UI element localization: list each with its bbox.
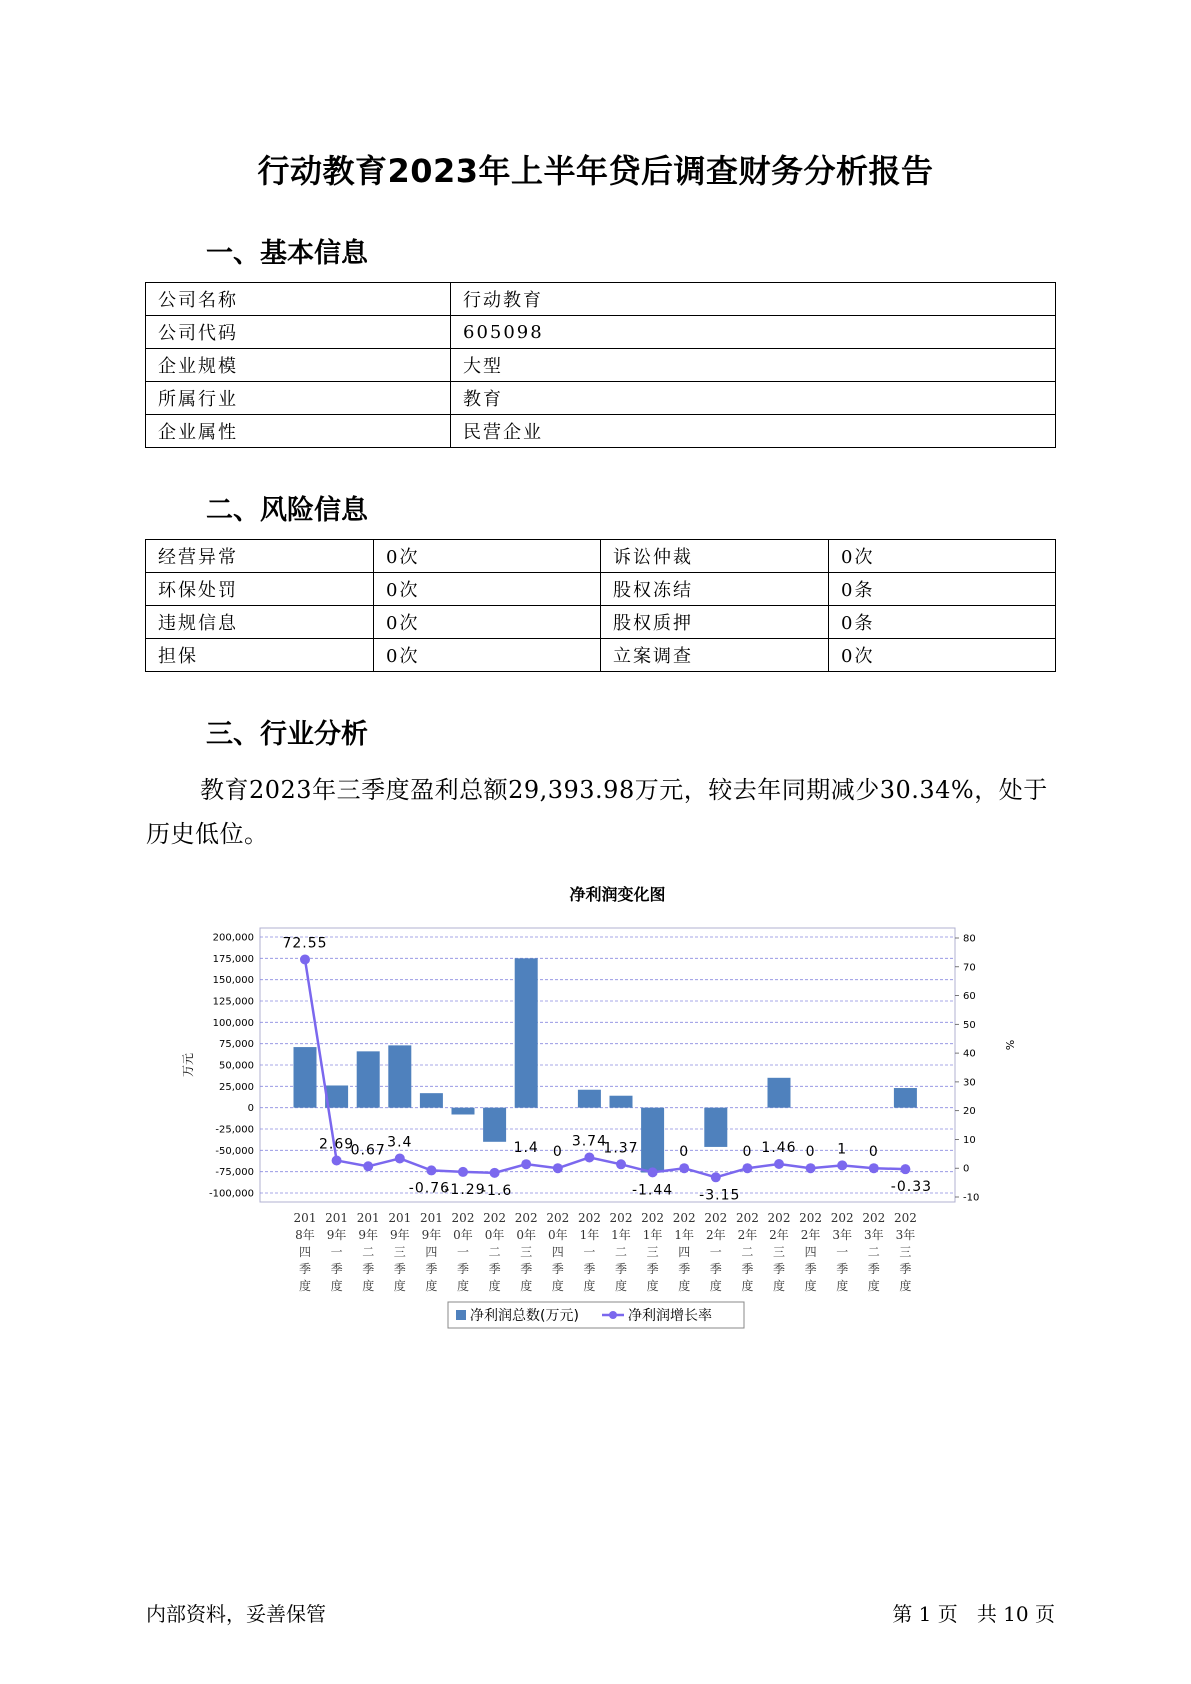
basic-info-value: 民营企业 xyxy=(451,415,1056,448)
net-profit-chart xyxy=(170,880,1050,1350)
section-risk-info-heading: 二、风险信息 xyxy=(206,495,368,526)
growth-rate-point xyxy=(900,1164,910,1174)
y2-axis-label: % xyxy=(1003,1039,1016,1051)
basic-info-row xyxy=(146,283,1056,316)
growth-rate-data-label: 0 xyxy=(552,1144,563,1161)
y2-tick-label: 20 xyxy=(963,1106,976,1118)
x-tick-label: 202 2年三季度 xyxy=(767,1211,791,1293)
chart-bar xyxy=(768,1078,791,1108)
growth-rate-data-label: -1.6 xyxy=(480,1182,513,1199)
industry-analysis-text: 教育2023年三季度盈利总额29,393.98万元，较去年同期减少30.34%，处于历史低位。 xyxy=(146,776,1048,848)
legend-bar-label: 净利润总数(万元) xyxy=(470,1308,579,1324)
growth-rate-data-label: 0.67 xyxy=(350,1142,386,1159)
y-tick-label: -100,000 xyxy=(209,1188,254,1200)
risk-info-row xyxy=(146,573,1056,606)
x-tick-label: 202 3年三季度 xyxy=(893,1211,917,1293)
y-axis-label: 万元 xyxy=(181,1052,195,1078)
x-tick-label: 202 3年一季度 xyxy=(830,1211,854,1293)
risk-info-row xyxy=(146,606,1056,639)
footer-confidential: 内部资料，妥善保管 xyxy=(146,1602,326,1626)
growth-rate-data-label: -1.44 xyxy=(631,1182,674,1199)
x-tick-label: 202 1年二季度 xyxy=(609,1211,633,1293)
growth-rate-point xyxy=(332,1155,342,1165)
chart-bar xyxy=(420,1093,443,1108)
y-tick-label: 50,000 xyxy=(219,1060,254,1072)
risk-info-value: 0次 xyxy=(829,540,1056,573)
y2-tick-label: 30 xyxy=(963,1077,976,1089)
x-tick-label: 202 3年二季度 xyxy=(862,1211,886,1293)
y-tick-label: -75,000 xyxy=(215,1167,254,1179)
y-tick-label: 75,000 xyxy=(219,1039,254,1051)
x-tick-label: 202 1年三季度 xyxy=(641,1211,665,1293)
growth-rate-point xyxy=(774,1159,784,1169)
growth-rate-data-label: 1.4 xyxy=(513,1140,539,1157)
growth-rate-point xyxy=(869,1163,879,1173)
risk-info-value: 0次 xyxy=(374,606,601,639)
y2-tick-label: 80 xyxy=(963,933,976,945)
growth-rate-point xyxy=(490,1168,500,1178)
x-tick-label: 202 1年一季度 xyxy=(577,1211,601,1293)
growth-rate-point xyxy=(711,1172,721,1182)
basic-info-value: 行动教育 xyxy=(451,283,1056,316)
risk-info-label: 担保 xyxy=(146,639,374,672)
growth-rate-point xyxy=(648,1167,658,1177)
risk-info-label: 股权质押 xyxy=(601,606,829,639)
risk-info-value: 0次 xyxy=(374,639,601,672)
x-tick-label: 202 0年二季度 xyxy=(483,1211,507,1293)
risk-info-value: 0次 xyxy=(374,540,601,573)
chart-bar xyxy=(641,1108,664,1173)
section-industry-analysis-heading: 三、行业分析 xyxy=(206,719,368,750)
growth-rate-data-label: 0 xyxy=(805,1144,816,1161)
y-tick-label: 200,000 xyxy=(212,932,254,944)
growth-rate-point xyxy=(806,1163,816,1173)
risk-info-row xyxy=(146,540,1056,573)
y2-tick-label: 70 xyxy=(963,962,976,974)
growth-rate-data-label: -0.33 xyxy=(890,1179,933,1196)
chart-bar xyxy=(294,1047,317,1108)
growth-rate-data-label: 72.55 xyxy=(282,935,328,952)
x-tick-label: 202 2年四季度 xyxy=(799,1211,823,1293)
y-tick-label: 150,000 xyxy=(212,975,254,987)
growth-rate-data-label: 2.69 xyxy=(319,1136,355,1153)
x-tick-label: 202 2年二季度 xyxy=(735,1211,759,1293)
basic-info-row xyxy=(146,316,1056,349)
growth-rate-point xyxy=(458,1167,468,1177)
basic-info-row xyxy=(146,382,1056,415)
risk-info-value: 0条 xyxy=(829,606,1056,639)
y-tick-label: 25,000 xyxy=(219,1081,254,1093)
growth-rate-data-label: -3.15 xyxy=(699,1187,741,1204)
y-tick-label: 0 xyxy=(247,1103,254,1115)
y-tick-label: 175,000 xyxy=(212,953,254,965)
risk-info-label: 股权冻结 xyxy=(601,573,829,606)
risk-info-label: 违规信息 xyxy=(146,606,374,639)
x-tick-label: 201 9年三季度 xyxy=(388,1211,412,1293)
x-tick-label: 202 1年四季度 xyxy=(672,1211,696,1293)
report-title: 行动教育2023年上半年贷后调查财务分析报告 xyxy=(257,152,934,190)
section-basic-info-heading: 一、基本信息 xyxy=(206,238,368,269)
legend-line-marker xyxy=(609,1311,617,1319)
x-tick-label: 201 9年四季度 xyxy=(419,1211,443,1293)
chart-bar xyxy=(578,1090,601,1108)
chart-bar xyxy=(452,1108,475,1115)
y2-tick-label: 10 xyxy=(963,1134,976,1146)
basic-info-table xyxy=(145,282,1056,448)
growth-rate-point xyxy=(837,1160,847,1170)
chart-bar xyxy=(894,1088,917,1108)
growth-rate-data-label: 0 xyxy=(679,1144,690,1161)
industry-analysis-paragraph xyxy=(146,768,1058,856)
y-tick-label: 100,000 xyxy=(212,1017,254,1029)
basic-info-row xyxy=(146,415,1056,448)
footer-page-number: 第 1 页 共 10 页 xyxy=(892,1602,1055,1626)
x-tick-label: 201 9年二季度 xyxy=(356,1211,380,1293)
chart-bar xyxy=(610,1096,633,1108)
y2-tick-label: -10 xyxy=(963,1192,980,1204)
y-tick-label: -50,000 xyxy=(215,1145,254,1157)
basic-info-value: 教育 xyxy=(451,382,1056,415)
chart-bar xyxy=(483,1108,506,1142)
risk-info-value: 0次 xyxy=(829,639,1056,672)
chart-title: 净利润变化图 xyxy=(569,885,666,904)
growth-rate-point xyxy=(742,1163,752,1173)
y-tick-label: 125,000 xyxy=(212,996,254,1008)
chart-bar xyxy=(388,1045,411,1107)
y2-tick-label: 50 xyxy=(963,1019,976,1031)
risk-info-table xyxy=(145,539,1056,672)
legend-bar-swatch xyxy=(456,1310,466,1320)
y2-tick-label: 60 xyxy=(963,991,976,1003)
basic-info-label: 公司代码 xyxy=(146,316,451,349)
x-tick-label: 202 0年四季度 xyxy=(546,1211,570,1293)
basic-info-value: 大型 xyxy=(451,349,1056,382)
growth-rate-data-label: 1 xyxy=(837,1141,848,1158)
x-tick-label: 202 0年三季度 xyxy=(514,1211,538,1293)
risk-info-value: 0次 xyxy=(374,573,601,606)
growth-rate-point xyxy=(363,1161,373,1171)
risk-info-label: 立案调查 xyxy=(601,639,829,672)
growth-rate-data-label: 1.46 xyxy=(761,1140,797,1157)
risk-info-label: 环保处罚 xyxy=(146,573,374,606)
basic-info-label: 公司名称 xyxy=(146,283,451,316)
growth-rate-point xyxy=(426,1165,436,1175)
x-tick-label: 201 8年四季度 xyxy=(293,1211,317,1293)
risk-info-label: 诉讼仲裁 xyxy=(601,540,829,573)
chart-bar xyxy=(515,958,538,1107)
x-tick-label: 202 0年一季度 xyxy=(451,1211,475,1293)
growth-rate-point xyxy=(521,1159,531,1169)
x-tick-label: 202 2年一季度 xyxy=(704,1211,728,1293)
growth-rate-point xyxy=(616,1159,626,1169)
legend-line-label: 净利润增长率 xyxy=(628,1308,712,1324)
risk-info-value: 0条 xyxy=(829,573,1056,606)
basic-info-label: 所属行业 xyxy=(146,382,451,415)
chart-bar xyxy=(357,1051,380,1107)
basic-info-value: 605098 xyxy=(451,316,1056,349)
growth-rate-data-label: 0 xyxy=(742,1144,753,1161)
y2-tick-label: 0 xyxy=(963,1163,970,1175)
basic-info-label: 企业规模 xyxy=(146,349,451,382)
growth-rate-data-label: 0 xyxy=(868,1144,879,1161)
growth-rate-data-label: -1.29 xyxy=(444,1181,486,1198)
growth-rate-point xyxy=(553,1163,563,1173)
y-tick-label: -25,000 xyxy=(215,1124,254,1136)
risk-info-label: 经营异常 xyxy=(146,540,374,573)
x-tick-label: 201 9年一季度 xyxy=(325,1211,349,1293)
basic-info-label: 企业属性 xyxy=(146,415,451,448)
growth-rate-point xyxy=(300,954,310,964)
growth-rate-data-label: 3.74 xyxy=(571,1133,607,1150)
y2-tick-label: 40 xyxy=(963,1048,976,1060)
growth-rate-point xyxy=(395,1153,405,1163)
chart-bar xyxy=(704,1108,727,1147)
growth-rate-point xyxy=(679,1163,689,1173)
growth-rate-data-label: 1.37 xyxy=(603,1140,639,1157)
growth-rate-data-label: 3.4 xyxy=(387,1134,413,1151)
growth-rate-data-label: -0.76 xyxy=(408,1180,451,1197)
risk-info-row xyxy=(146,639,1056,672)
growth-rate-point xyxy=(584,1152,594,1162)
basic-info-row xyxy=(146,349,1056,382)
